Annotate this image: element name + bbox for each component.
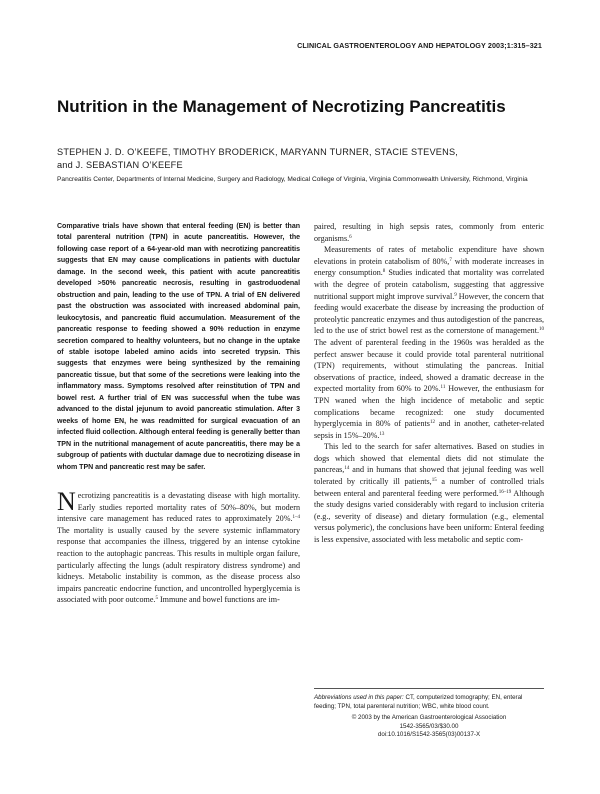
body-text: Measurements of rates of metabolic expenditure have shown elevations in protein catabolism of 80%, (314, 245, 544, 266)
citation: 13 (379, 431, 385, 437)
copyright-block (314, 714, 544, 740)
article-title: Nutrition in the Management of Necrotizing Pancreatitis (57, 97, 506, 116)
journal-header: CLINICAL GASTROENTEROLOGY AND HEPATOLOGY 2003;1:315–321 (297, 41, 542, 50)
abstract: Comparative trials have shown that enteral feeding (EN) is better than total parenteral nutrition (TPN) in acute pancreatitis. However, the following case report of a 64-year-old man with necrotizing pancreatitis suggests that EN may cause complications in patients with ductular damage. In the second week, this patient with acute pancreatitis developed >50% pancreatic necrosis, resulting in gastroduodenal obstruction and pain, leading to the use of TPN. A trial of EN delivered past the obstruction was associated with increased abdominal pain, leukocytosis, and pancreatic fluid accumulation. Measurement of the pancreatic response to feeding showed a 90% reduction in enzyme secretion compared to healthy volunteers, but no change in the uptake of stable isotope labeled amino acids into secreted trypsin. This suggests that enzymes were being synthesized by the remaining pancreatic tissue, but that some of the secretions were leaking into the inflammatory mass. Symptoms resolved after reinstitution of TPN and bowel rest. A further trial of EN was successful when the tube was advanced to the distal jejunum to avoid pancreatic stimulation. After 3 weeks of home EN, he was readmitted for surgical evacuation of an infected fluid collection. Although enteral feeding is generally better than TPN in the nutritional management of acute pancreatitis, there may be a subgroup of patients with ductular damage due to necrotizing disease in whom TPN and pancreatic rest may be safer. (57, 223, 300, 471)
footnote (314, 688, 544, 740)
body-paragraph-1 (314, 221, 544, 244)
body-text: paired, resulting in high sepsis rates, commonly from enteric organisms. (314, 222, 544, 243)
citation: 6 (349, 234, 352, 240)
citation: 11 (440, 385, 446, 391)
citation: 9 (454, 292, 457, 298)
abbreviations-text: CT, computerized tomography; EN, enteral feeding; TPN, total parenteral nutrition; WBC, white blood count. (314, 694, 523, 710)
authors-line-2: and J. SEBASTIAN O’KEEFE (57, 160, 183, 170)
citation: 10 (539, 327, 544, 333)
citation: 15 (431, 478, 437, 484)
citation: 16–19 (498, 489, 512, 495)
body-text: a number of controlled trials between enteral and parenteral feeding were performed. (314, 477, 544, 498)
body-text: This led to the search for safer alternatives. Based on studies in dogs which showed that elemental diets did not stimulate the pancreas, (314, 442, 544, 475)
body-text: and in humans that showed that jejunal feeding was well tolerated by critically ill patients, (314, 465, 544, 487)
body-text: with moderate increases in energy consumption. (314, 256, 544, 278)
issn: 1542-3565/03/$30.00 (399, 722, 459, 730)
intro-paragraph (57, 486, 300, 606)
abbreviations (314, 693, 544, 711)
body-text: and in another, catheter-related sepsis in 15%–20%. (314, 419, 545, 440)
citation: 12 (429, 420, 435, 426)
citation: 1–4 (292, 515, 300, 521)
intro-text: ecrotizing pancreatitis is a devastating disease with high mortality. Early studies reported mortality rates of 50%–80%, but modern intensive care management has reduced rates to approximately 20%. (57, 490, 300, 524)
author-list (57, 146, 527, 172)
body-text: However, the concern that feeding would exacerbate the disease by increasing the production of proteolytic pancreatic enzymes and thus autodigestion of the pancreas, led to the use of strict bowel rest as the cornerstone of management. (314, 291, 544, 336)
body-text: Studies indicated that mortality was correlated with the degree of protein catabolism, suggesting that aggressive nutritional support might improve survival. (314, 268, 544, 301)
copyright: © 2003 by the American Gastroenterological Association (351, 714, 507, 721)
body-paragraph-2 (314, 244, 544, 441)
doi: doi:10.1016/S1542-3565(03)00137-X (377, 731, 481, 739)
left-column (57, 221, 300, 606)
affiliation: Pancreatitis Center, Departments of Internal Medicine, Surgery and Radiology, Medical College of Virginia, Virginia Commonwealth University, Richmond, Virginia (57, 176, 528, 183)
introduction (57, 486, 300, 606)
body-text: However, the enthusiasm for TPN waned when the high incidence of metabolic and septic complications became recognized: one study documented hyperglycemia in 80% of patients (314, 384, 544, 429)
citation: 14 (344, 466, 350, 472)
body-paragraph-3 (314, 441, 544, 545)
intro-text: The mortality is usually caused by the severe systemic inflammatory response that accompanies the illness, triggered by an intense cytokine reaction to the autophagic pancreas. This results in multiple organ failure, particularly affecting the lungs (adult respiratory distress syndrome) and kidneys. Metabolic instability is common, as the disease process also impairs pancreatic endocrine function, and uncontrolled hyperglycemia is associated with poor outcome. (57, 525, 300, 605)
citation: 5 (155, 596, 158, 602)
body-text: Although the study designs varied considerably with regard to inclusion criteria (e.g., severity of disease) and dietary formulation (e.g., elemental versus polymeric), the conclusions have been uniform: Enteral feeding is less expensive, associated with less metabolic and septic com- (314, 488, 544, 545)
right-column (314, 221, 544, 546)
drop-cap: N (57, 486, 76, 516)
authors-line-1: STEPHEN J. D. O’KEEFE, TIMOTHY BRODERICK, MARYANN TURNER, STACIE STEVENS, (57, 147, 459, 157)
body-text: The advent of parenteral feeding in the 1960s was heralded as the perfect answer because it could provide total parenteral nutritional (TPN) requirements, without stimulating the pancreas. Initial observations of practice, indeed, showed a dramatic decrease in the expected mortality from 60% to 20%. (314, 337, 544, 394)
abbreviations-label: Abbreviations used in this paper: (314, 694, 404, 701)
citation: 7 (449, 257, 452, 263)
citation: 8 (382, 269, 386, 275)
intro-text: Immune and bowel functions are im- (157, 595, 280, 605)
